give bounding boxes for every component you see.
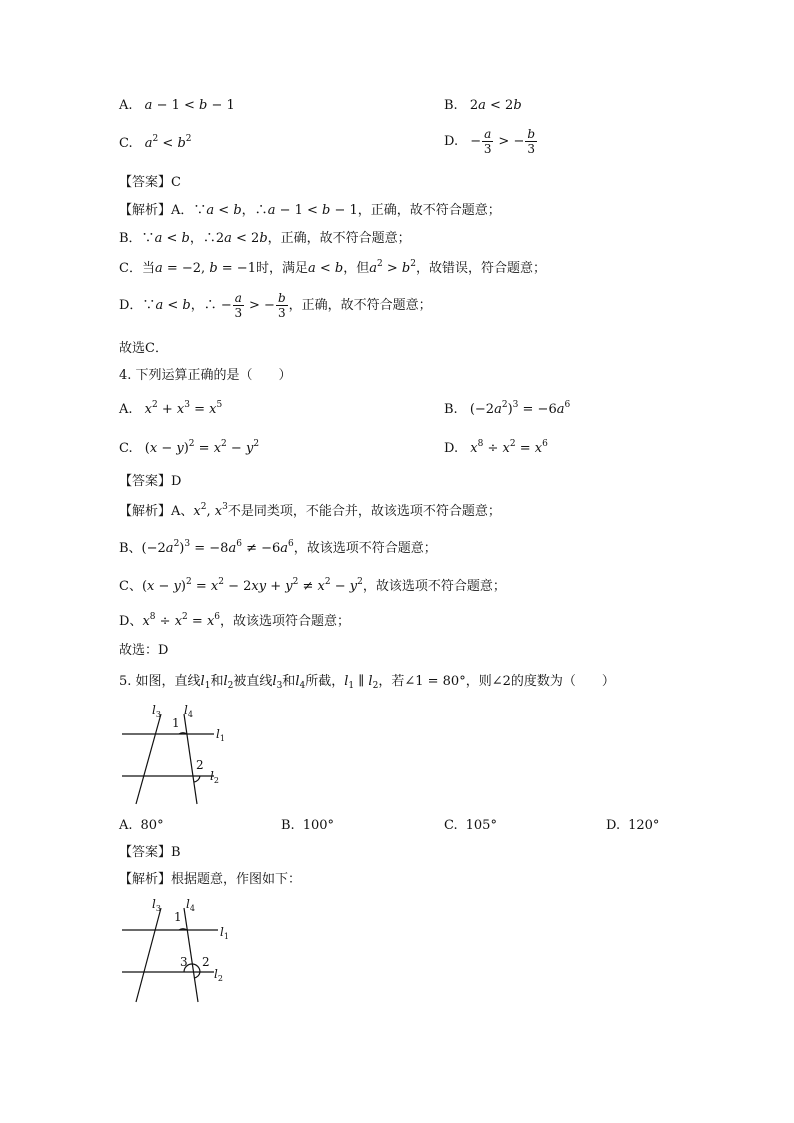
q5-analysis: 【解析】根据题意，作图如下： bbox=[119, 872, 302, 887]
q4-analysis-a: 【解析】A、$x^2$, $x^3$不是同类项，不能合并，故该选项不符合题意； bbox=[119, 502, 501, 519]
option-label: D. bbox=[444, 134, 459, 149]
q5-option-d: D. 120° bbox=[606, 818, 660, 833]
label-angle-1: 1 bbox=[174, 910, 182, 924]
q4-analysis-b: B、$(-2a^2)^3 = -8a^6 \ne -6a^6$，故该选项不符合题意； bbox=[119, 539, 437, 556]
option-label: B. bbox=[444, 402, 458, 417]
q3-analysis-c: C．当a = −2, b = −1时，满足a < b，但$a^2 > b^2$，故错误，符合题意； bbox=[119, 259, 546, 276]
q3-answer: 【答案】C bbox=[119, 175, 181, 190]
option-label: C. bbox=[119, 441, 133, 456]
label-l3: $l_3$ bbox=[152, 897, 161, 913]
q5-option-c: C. 105° bbox=[444, 818, 497, 833]
q5-option-b: B. 100° bbox=[281, 818, 335, 833]
line-l3 bbox=[136, 908, 161, 1002]
label-angle-2: 2 bbox=[196, 758, 204, 772]
q5-figure bbox=[118, 700, 248, 810]
q3-option-a bbox=[119, 99, 235, 112]
label-l4: $l_4$ bbox=[186, 897, 195, 913]
option-label: A. bbox=[119, 98, 133, 113]
option-label: D. bbox=[444, 441, 459, 456]
label-l3: $l_3$ bbox=[152, 703, 161, 719]
q3-option-d bbox=[444, 128, 538, 155]
q4-conclusion: 故选：D bbox=[119, 643, 169, 658]
label-angle-1: 1 bbox=[172, 716, 180, 730]
analysis-text: A．∵a < b，∴a − 1 < b − 1，正确，故不符合题意； bbox=[171, 203, 501, 218]
label-l2: $l_2$ bbox=[210, 769, 219, 785]
q4-option-d: D. $x^8 \div x^2 = x^6$ bbox=[444, 439, 548, 456]
q4-analysis-c: C、$(x - y)^2 = x^2 - 2xy + y^2 \ne x^2 - y^2$，故该选项不符合题意； bbox=[119, 577, 506, 594]
label-angle-2: 2 bbox=[202, 955, 210, 969]
q5-option-a: A. 80° bbox=[119, 818, 164, 833]
q3-analysis-a bbox=[119, 204, 501, 217]
option-label: A. bbox=[119, 402, 133, 417]
label-l1: $l_1$ bbox=[220, 925, 229, 941]
q5-stem: 5. 如图，直线$l_1$和$l_2$被直线$l_3$和$l_4$所截，$l_1$ ∥ $l_2$，若∠1 = 80°，则∠2的度数为（ ） bbox=[119, 674, 615, 691]
q3-option-a-expr: a − 1 < b − 1 bbox=[144, 98, 235, 113]
label-l2: $l_2$ bbox=[214, 967, 223, 983]
q3-option-b-expr: 2a < 2b bbox=[469, 98, 522, 113]
q3-option-c-expr: $a^2 < b^2$ bbox=[144, 134, 192, 151]
analysis-tag: 【解析】 bbox=[119, 203, 172, 218]
q3-option-b bbox=[444, 99, 522, 112]
line-l3 bbox=[136, 714, 161, 804]
q3-analysis-d: D．∵a < b，∴ − $\frac{a}{3}$ > − $\frac{b}{3}$ ，正确，故不符合题意； bbox=[119, 291, 432, 320]
q4-stem: 4. 下列运算正确的是（ ） bbox=[119, 368, 292, 383]
q3-analysis-b: B．∵a < b，∴2a < 2b，正确，故不符合题意； bbox=[119, 231, 411, 246]
q4-analysis-d: D、$x^8 \div x^2 = x^6$，故该选项符合题意； bbox=[119, 612, 351, 629]
q5-answer: 【答案】B bbox=[119, 845, 181, 860]
q3-conclusion: 故选C． bbox=[119, 341, 168, 356]
q3-option-c bbox=[119, 134, 192, 151]
angle-2-arc bbox=[194, 972, 200, 978]
option-label: C. bbox=[119, 136, 133, 151]
q4-option-a: A. $x^2 + x^3 = x^5$ bbox=[119, 400, 223, 417]
q3-option-d-expr: − $\frac{a}{3}$ > − $\frac{b}{3}$ bbox=[470, 127, 536, 156]
label-l4: $l_4$ bbox=[184, 703, 193, 719]
q4-option-b: B. $(-2a^2)^3 = -6a^6$ bbox=[444, 400, 571, 417]
option-label: B. bbox=[444, 98, 458, 113]
q5-solution-figure bbox=[118, 896, 248, 1008]
label-angle-3: 3 bbox=[180, 955, 188, 969]
angle-2-arc bbox=[194, 776, 200, 782]
q4-option-c: C. $(x - y)^2 = x^2 - y^2$ bbox=[119, 439, 260, 456]
q4-answer: 【答案】D bbox=[119, 474, 182, 489]
label-l1: $l_1$ bbox=[216, 727, 225, 743]
